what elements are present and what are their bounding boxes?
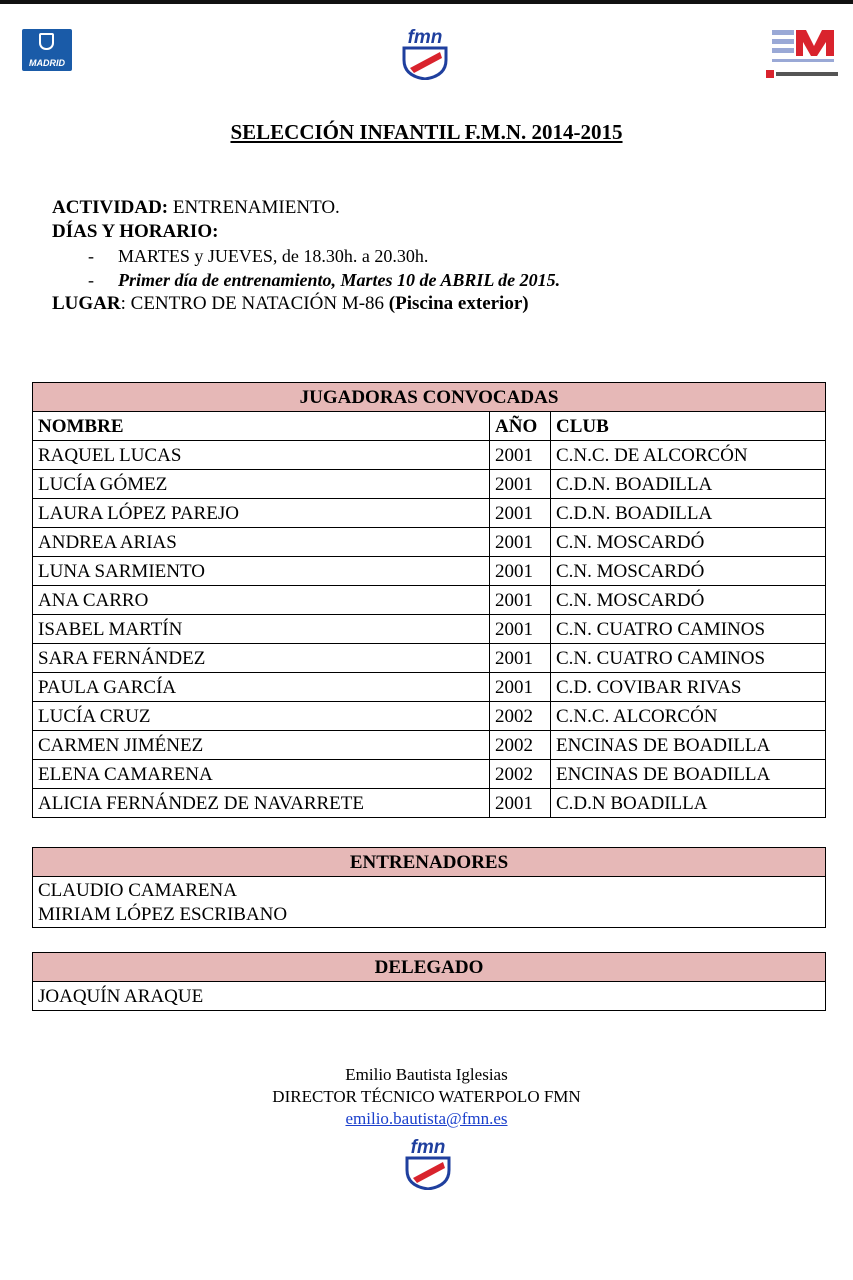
player-name: RAQUEL LUCAS bbox=[33, 441, 490, 470]
bullet-dash: - bbox=[88, 270, 94, 290]
signer-role: DIRECTOR TÉCNICO WATERPOLO FMN bbox=[272, 1087, 581, 1106]
coaches-list bbox=[33, 877, 826, 928]
player-name: CARMEN JIMÉNEZ bbox=[33, 731, 490, 760]
column-header-nombre: NOMBRE bbox=[33, 412, 490, 441]
player-year: 2002 bbox=[490, 760, 551, 789]
actividad-line bbox=[52, 196, 340, 220]
signer-email-link[interactable]: emilio.bautista@fmn.es bbox=[345, 1109, 508, 1128]
player-name: PAULA GARCÍA bbox=[33, 673, 490, 702]
player-club: C.N. MOSCARDÓ bbox=[551, 586, 826, 615]
player-name: LUCÍA CRUZ bbox=[33, 702, 490, 731]
player-name: ALICIA FERNÁNDEZ DE NAVARRETE bbox=[33, 789, 490, 818]
player-year: 2002 bbox=[490, 702, 551, 731]
delegate-heading: DELEGADO bbox=[33, 953, 826, 982]
table-row bbox=[33, 557, 826, 586]
players-table-heading: JUGADORAS CONVOCADAS bbox=[33, 383, 826, 412]
lugar-value: : CENTRO DE NATACIÓN M-86 bbox=[120, 293, 389, 314]
table-row bbox=[33, 702, 826, 731]
first-day-bullet bbox=[88, 268, 561, 292]
player-club: C.D. COVIBAR RIVAS bbox=[551, 673, 826, 702]
bullet-dash: - bbox=[88, 246, 94, 266]
player-club: C.N.C. ALCORCÓN bbox=[551, 702, 826, 731]
lugar-line bbox=[52, 292, 529, 316]
madrid-logo-label: MADRID bbox=[29, 58, 65, 68]
table-row bbox=[33, 673, 826, 702]
player-name: LUNA SARMIENTO bbox=[33, 557, 490, 586]
coaches-heading: ENTRENADORES bbox=[33, 848, 826, 877]
table-row bbox=[33, 470, 826, 499]
table-row bbox=[33, 789, 826, 818]
fmn-logo-text: fmn bbox=[410, 1137, 446, 1158]
top-border bbox=[0, 0, 853, 4]
player-year: 2001 bbox=[490, 441, 551, 470]
table-row bbox=[33, 441, 826, 470]
player-year: 2001 bbox=[490, 557, 551, 586]
player-year: 2001 bbox=[490, 789, 551, 818]
player-name: SARA FERNÁNDEZ bbox=[33, 644, 490, 673]
player-club: C.N. CUATRO CAMINOS bbox=[551, 615, 826, 644]
column-header-ano: AÑO bbox=[490, 412, 551, 441]
player-club: C.N. MOSCARDÓ bbox=[551, 557, 826, 586]
fmn-logo-top bbox=[398, 24, 452, 80]
player-year: 2001 bbox=[490, 586, 551, 615]
player-name: ISABEL MARTÍN bbox=[33, 615, 490, 644]
player-club: ENCINAS DE BOADILLA bbox=[551, 760, 826, 789]
dias-horario-line bbox=[52, 220, 218, 244]
coach-name: MIRIAM LÓPEZ ESCRIBANO bbox=[38, 904, 288, 925]
fmn-logo-text: fmn bbox=[407, 27, 443, 48]
table-row bbox=[33, 586, 826, 615]
table-row bbox=[33, 528, 826, 557]
table-row bbox=[33, 760, 826, 789]
player-year: 2001 bbox=[490, 528, 551, 557]
dias-horario-label: DÍAS Y HORARIO: bbox=[52, 221, 219, 242]
players-table bbox=[32, 382, 826, 818]
madrid-logo bbox=[22, 29, 72, 71]
player-year: 2001 bbox=[490, 615, 551, 644]
player-name: LUCÍA GÓMEZ bbox=[33, 470, 490, 499]
player-year: 2001 bbox=[490, 673, 551, 702]
coach-name: CLAUDIO CAMARENA bbox=[38, 880, 237, 901]
table-row bbox=[33, 731, 826, 760]
signer-email-line bbox=[0, 1108, 853, 1130]
coaches-table bbox=[32, 847, 826, 928]
delegate-table bbox=[32, 952, 826, 1011]
player-year: 2001 bbox=[490, 470, 551, 499]
table-row bbox=[33, 644, 826, 673]
first-day-text: Primer día de entrenamiento, Martes 10 de ABRIL de 2015. bbox=[118, 270, 561, 290]
delegate-name: JOAQUÍN ARAQUE bbox=[33, 982, 826, 1011]
document-title: SELECCIÓN INFANTIL F.M.N. 2014-2015 bbox=[230, 120, 623, 144]
table-row bbox=[33, 615, 826, 644]
column-header-club: CLUB bbox=[551, 412, 826, 441]
fmn-logo-bottom bbox=[401, 1134, 455, 1190]
player-club: C.N.C. DE ALCORCÓN bbox=[551, 441, 826, 470]
player-club: C.D.N. BOADILLA bbox=[551, 499, 826, 528]
player-year: 2001 bbox=[490, 499, 551, 528]
player-year: 2001 bbox=[490, 644, 551, 673]
player-name: ANDREA ARIAS bbox=[33, 528, 490, 557]
madrid-crest-icon bbox=[39, 33, 54, 50]
player-club: C.N. CUATRO CAMINOS bbox=[551, 644, 826, 673]
actividad-label: ACTIVIDAD: bbox=[52, 197, 169, 218]
player-club: C.D.N. BOADILLA bbox=[551, 470, 826, 499]
actividad-value: ENTRENAMIENTO. bbox=[168, 197, 340, 218]
player-name: ELENA CAMARENA bbox=[33, 760, 490, 789]
player-year: 2002 bbox=[490, 731, 551, 760]
signer-name: Emilio Bautista Iglesias bbox=[345, 1065, 508, 1084]
schedule-text: MARTES y JUEVES, de 18.30h. a 20.30h. bbox=[118, 246, 429, 266]
table-row bbox=[33, 499, 826, 528]
player-name: LAURA LÓPEZ PAREJO bbox=[33, 499, 490, 528]
lugar-extra: (Piscina exterior) bbox=[388, 293, 529, 314]
player-name: ANA CARRO bbox=[33, 586, 490, 615]
lugar-label: LUGAR bbox=[52, 293, 121, 314]
schedule-bullet bbox=[88, 244, 429, 268]
table-header-row bbox=[33, 412, 826, 441]
player-club: C.N. MOSCARDÓ bbox=[551, 528, 826, 557]
player-club: ENCINAS DE BOADILLA bbox=[551, 731, 826, 760]
comunidad-madrid-logo bbox=[766, 28, 840, 82]
player-club: C.D.N BOADILLA bbox=[551, 789, 826, 818]
